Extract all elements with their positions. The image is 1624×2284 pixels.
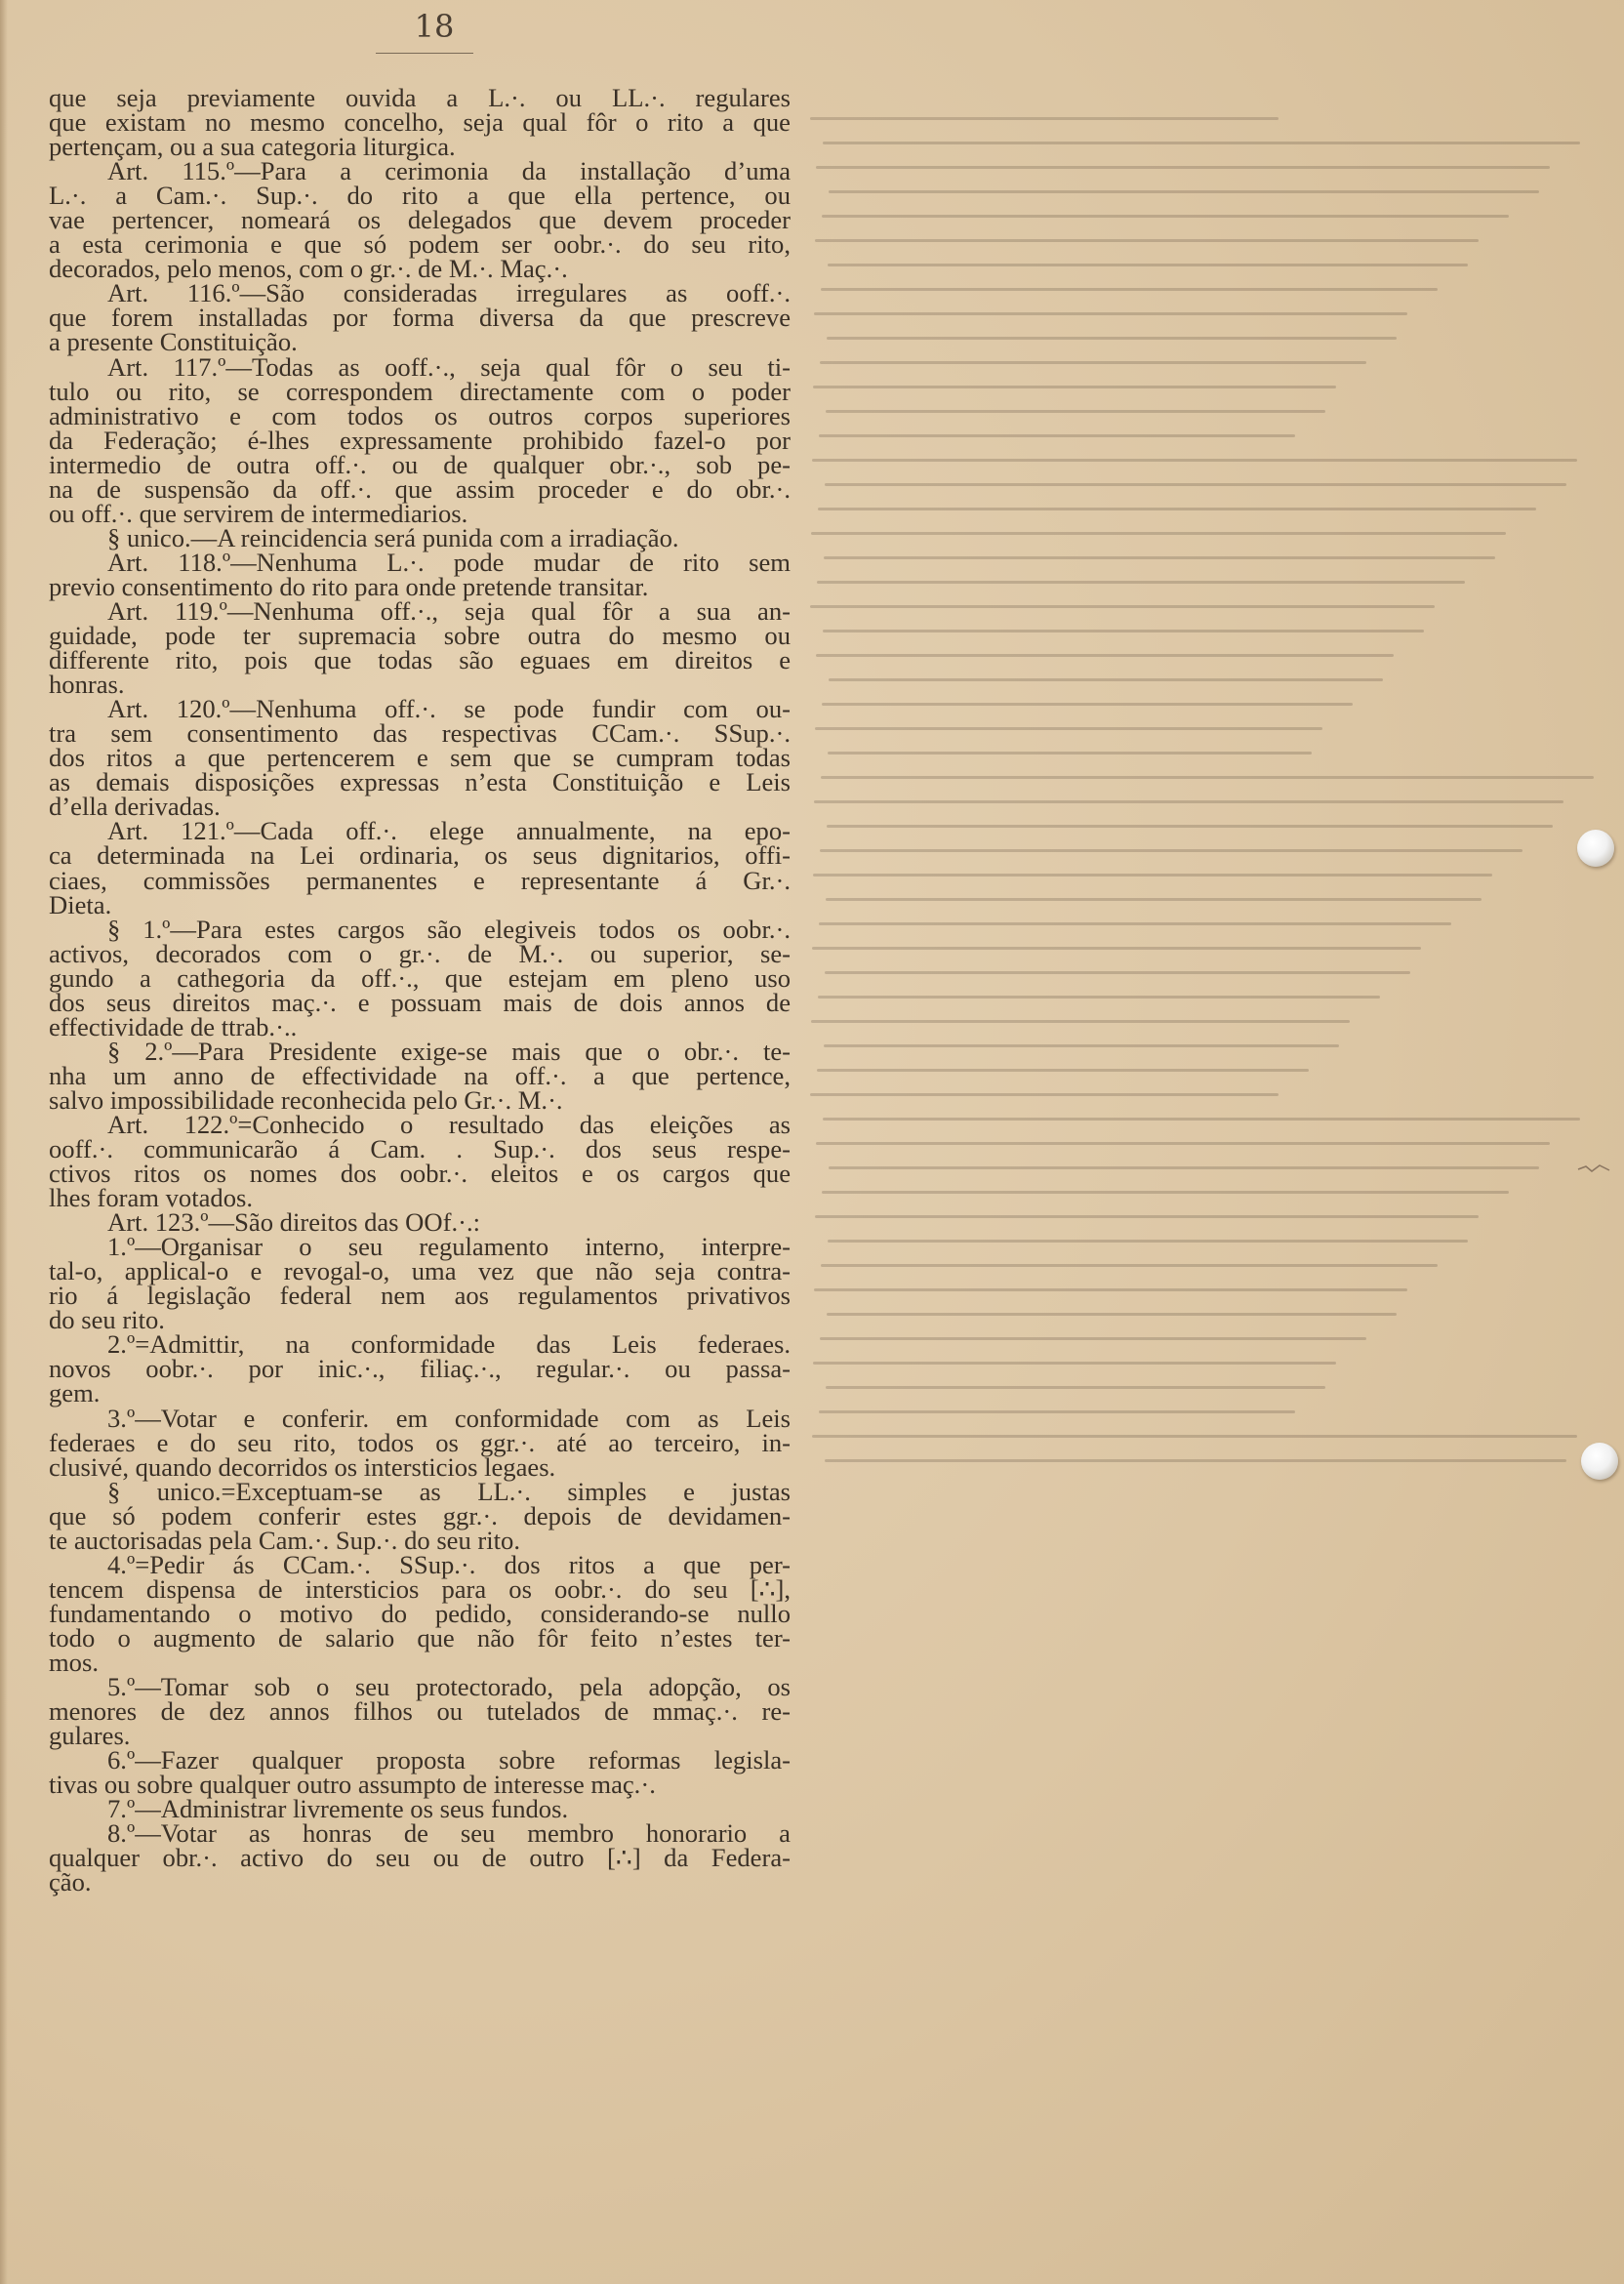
text-line: menores de dez annos filhos ou tutelados de mmaç.·. re-	[49, 1696, 791, 1727]
text-line: pertençam, ou a sua categoria liturgica.	[49, 132, 456, 162]
text-line: 3.º—Votar e conferir. em conformidade com as Leis	[107, 1403, 791, 1433]
text-line: te auctorisadas pela Cam.·. Sup.·. do seu rito.	[49, 1525, 520, 1555]
text-line: ooff.·. communicarão á Cam. . Sup.·. dos seus respe-	[49, 1134, 791, 1164]
page-number: 18	[414, 8, 455, 45]
text-line: ca determinada na Lei ordinaria, os seus dignitarios, offi-	[49, 840, 791, 871]
text-line: 2.º=Admittir, na conformidade das Leis federaes.	[107, 1329, 791, 1360]
text-line: ctivos ritos os nomes dos oobr.·. eleitos e os cargos que	[49, 1159, 791, 1189]
text-line: a esta cerimonia e que só podem ser oobr.·. do seu rito,	[49, 229, 791, 260]
text-line: d’ella derivadas.	[49, 792, 221, 822]
text-line: gulares.	[49, 1721, 131, 1751]
text-line: Art. 115.º—Para a cerimonia da installação d’uma	[107, 156, 791, 186]
text-line: guidade, pode ter supremacia sobre outra do mesmo ou	[49, 621, 791, 651]
text-line: Art. 117.º—Todas as ooff.·., seja qual fôr o seu ti-	[107, 351, 791, 382]
text-line: § unico.=Exceptuam-se as LL.·. simples e justas	[107, 1476, 791, 1506]
text-line: administrativo e com todos os outros corpos superiores	[49, 400, 791, 430]
text-line: Art. 119.º—Nenhuma off.·., seja qual fôr a sua an-	[107, 595, 791, 626]
text-line: 4.º=Pedir ás CCam.·. SSup.·. dos ritos a que per-	[107, 1549, 791, 1579]
punch-hole-bottom	[1581, 1443, 1618, 1480]
text-line: federaes e do seu rito, todos os ggr.·. até ao terceiro, in-	[49, 1427, 791, 1457]
text-line: do seu rito.	[49, 1305, 165, 1335]
text-line: nha um anno de effectividade na off.·. a que pertence,	[49, 1060, 791, 1090]
text-line: a presente Constituição.	[49, 327, 298, 357]
text-line: honras.	[49, 670, 125, 700]
text-line: clusivé, quando decorridos os intersticios legaes.	[49, 1451, 556, 1482]
paper-mark	[1576, 1163, 1611, 1175]
text-line: effectividade de ttrab.·..	[49, 1011, 298, 1041]
text-line: qualquer obr.·. activo do seu ou de outro [∴] da Federa-	[49, 1843, 791, 1873]
text-line: que existam no mesmo concelho, seja qual fôr o rito a que	[49, 107, 791, 138]
text-line: que seja previamente ouvida a L.·. ou LL.·. regulares	[49, 83, 791, 112]
text-line: intermedio de outra off.·. ou de qualquer obr.·., sob pe-	[49, 449, 791, 479]
text-line: Art. 116.º—São consideradas irregulares as ooff.·.	[107, 278, 791, 308]
text-line: tra sem consentimento das respectivas CCam.·. SSup.·.	[49, 718, 791, 749]
text-line: gundo a cathegoria da off.·., que estejam em pleno uso	[49, 962, 791, 993]
text-line: Art. 118.º—Nenhuma L.·. pode mudar de rito sem	[107, 547, 791, 577]
text-line: ou off.·. que servirem de intermediarios.	[49, 498, 468, 528]
bleed-through-text	[810, 117, 1591, 1503]
text-line: rio á legislação federal nem aos regulamentos privativos	[49, 1281, 791, 1311]
text-line: lhes foram votados.	[49, 1183, 254, 1213]
text-line: § 1.º—Para estes cargos são elegiveis todos os oobr.·.	[107, 914, 791, 944]
text-line: 8.º—Votar as honras de seu membro honorario a	[107, 1818, 791, 1849]
text-line: tal-o, applical-o e revogal-o, uma vez que não seja contra-	[49, 1256, 791, 1286]
text-line: previo consentimento do rito para onde pretende transitar.	[49, 571, 649, 601]
text-line: 5.º—Tomar sob o seu protectorado, pela adopção, os	[107, 1672, 791, 1702]
text-line: 1.º—Organisar o seu regulamento interno, interpre-	[107, 1232, 791, 1262]
page-number-rule	[376, 53, 473, 54]
text-line: § unico.—A reincidencia será punida com a irradiação.	[107, 522, 679, 552]
text-line: novos oobr.·. por inic.·., filiaç.·., regular.·. ou passa-	[49, 1354, 791, 1384]
text-line: tivas ou sobre qualquer outro assumpto de interesse maç.·.	[49, 1770, 656, 1800]
text-line: dos ritos a que pertencerem e sem que se cumpram todas	[49, 743, 791, 773]
text-line: Dieta.	[49, 889, 112, 919]
text-line: Art. 122.º=Conhecido o resultado das eleições as	[107, 1109, 791, 1139]
text-line: mos.	[49, 1648, 99, 1677]
text-line: tulo ou rito, se correspondem directamente com o poder	[49, 376, 791, 406]
text-line: salvo impossibilidade reconhecida pelo Gr.·. M.·.	[49, 1084, 563, 1115]
text-line: activos, decorados com o gr.·. de M.·. ou superior, se-	[49, 938, 791, 968]
text-line: todo o augmento de salario que não fôr feito n’estes ter-	[49, 1622, 791, 1652]
text-line: ciaes, commissões permanentes e representante á Gr.·.	[49, 865, 791, 895]
text-line: gem.	[49, 1378, 101, 1408]
text-line: Art. 121.º—Cada off.·. elege annualmente, na epo-	[107, 816, 791, 846]
text-line: tencem dispensa de intersticios para os oobr.·. do seu [∴],	[49, 1573, 791, 1604]
text-line: que só podem conferir estes ggr.·. depois de devidamen-	[49, 1500, 791, 1530]
text-line: L.·. a Cam.·. Sup.·. do rito a que ella pertence, ou	[49, 181, 791, 211]
page-left-edge	[0, 0, 8, 2284]
text-line: da Federação; é-lhes expressamente prohibido fazel-o por	[49, 425, 791, 455]
text-line: que forem installadas por forma diversa da que prescreve	[49, 303, 791, 333]
text-line: Art. 120.º—Nenhuma off.·. se pode fundir com ou-	[107, 694, 791, 724]
text-line: dos seus direitos maç.·. e possuam mais de dois annos de	[49, 987, 791, 1017]
punch-hole-top	[1577, 830, 1614, 867]
text-line: na de suspensão da off.·. que assim proceder e do obr.·.	[49, 473, 791, 504]
body-text	[49, 83, 791, 1897]
text-line: Art. 123.º—São direitos das OOf.·.:	[107, 1207, 480, 1238]
text-line: § 2.º—Para Presidente exige-se mais que o obr.·. te-	[107, 1036, 791, 1066]
text-line: as demais disposições expressas n’esta Constituição e Leis	[49, 767, 791, 797]
text-line: 7.º—Administrar livremente os seus fundos.	[107, 1794, 569, 1824]
text-line: fundamentando o motivo do pedido, considerando-se nullo	[49, 1598, 791, 1628]
text-line: decorados, pelo menos, com o gr.·. de M.·. Maç.·.	[49, 254, 568, 284]
text-line: 6.º—Fazer qualquer proposta sobre reformas legisla-	[107, 1745, 791, 1775]
text-line: ção.	[49, 1867, 92, 1897]
text-line: vae pertencer, nomeará os delegados que devem proceder	[49, 205, 791, 235]
text-line: differente rito, pois que todas são eguaes em direitos e	[49, 645, 791, 675]
